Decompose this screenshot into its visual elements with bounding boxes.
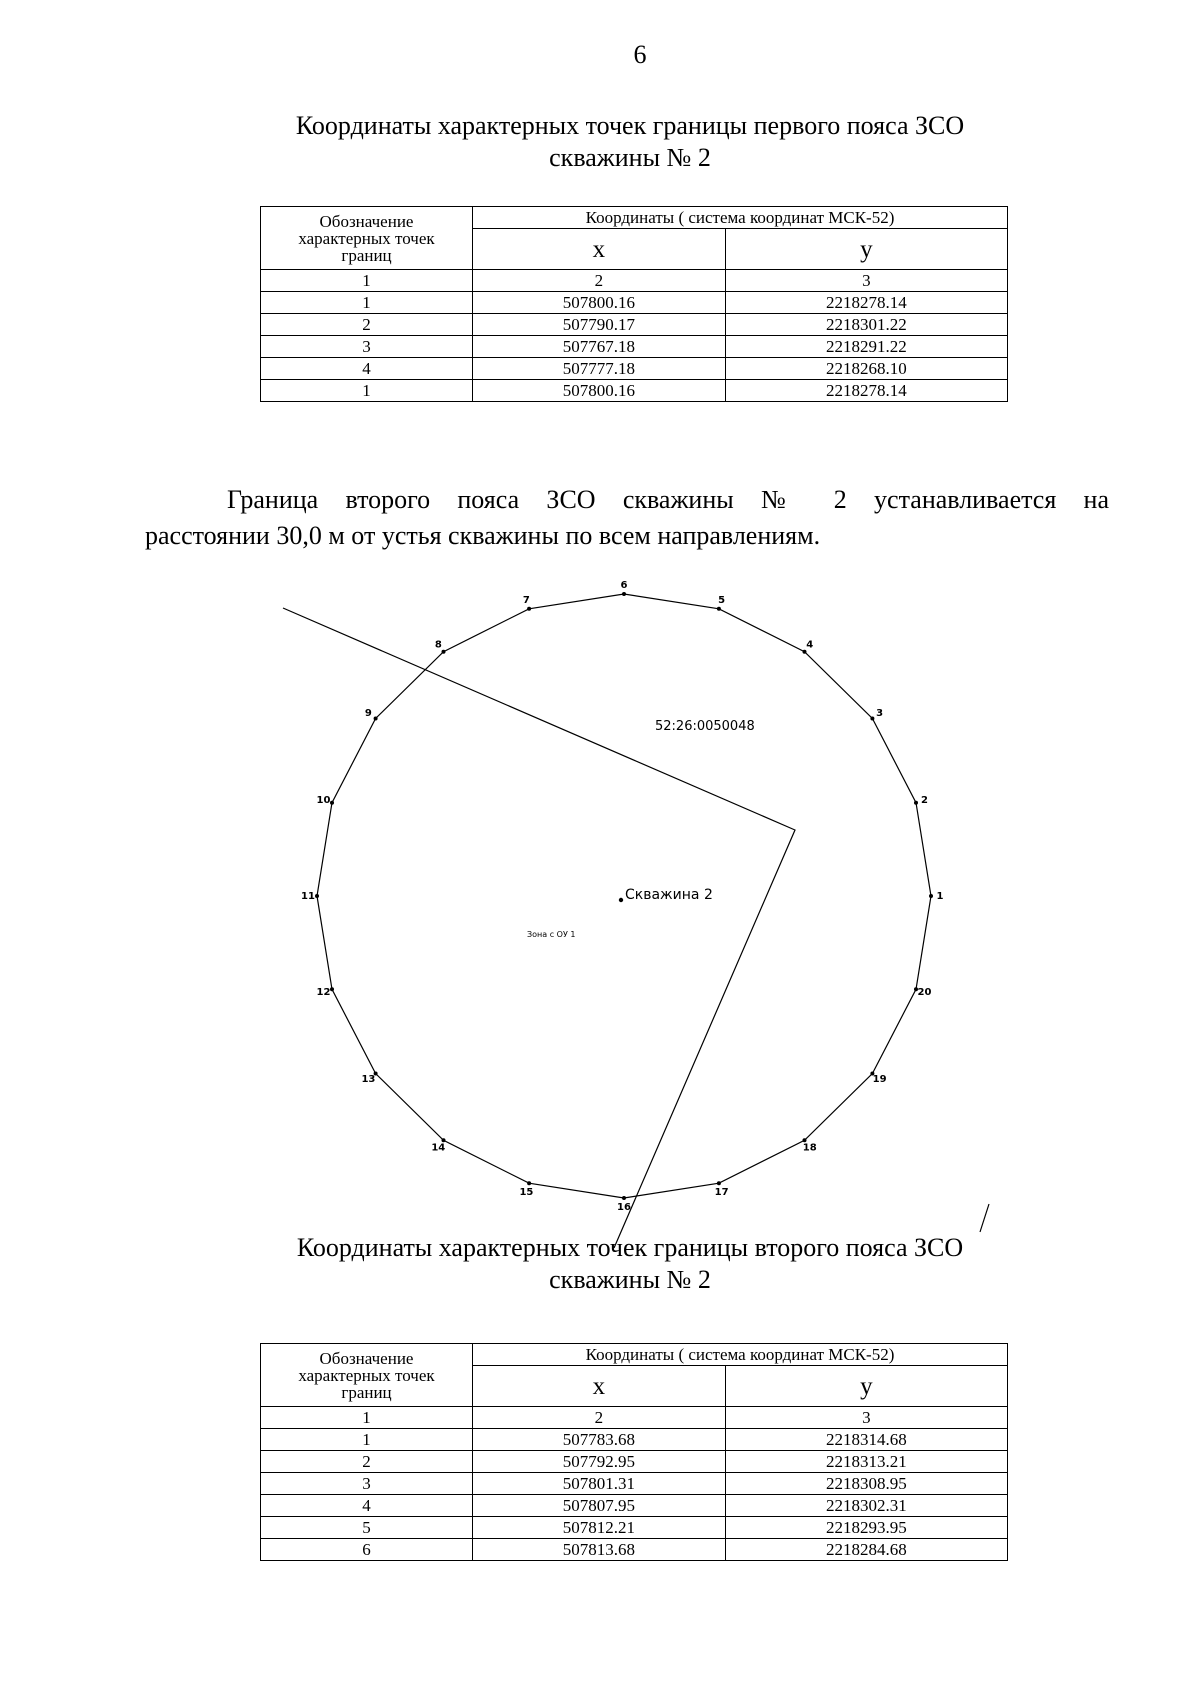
page-number: 6: [633, 40, 647, 69]
y-value: 2218314.68: [725, 1429, 1007, 1451]
boundary-point-label: 14: [431, 1142, 446, 1154]
designation-header-line3: границ: [341, 1382, 392, 1402]
boundary-point-label: 2: [921, 794, 928, 806]
point-number: 5: [261, 1517, 473, 1539]
boundary-point-label: 17: [714, 1186, 729, 1198]
first-zone-coordinates-table: [260, 206, 1008, 402]
zone-label: Зона с ОУ 1: [527, 930, 576, 939]
boundary-point-label: 6: [620, 580, 628, 591]
boundary-point-label: 5: [718, 595, 726, 607]
x-value: 507783.68: [473, 1429, 726, 1451]
x-value: 507801.31: [473, 1473, 726, 1495]
designation-header: [261, 1344, 473, 1407]
boundary-point-label: 8: [434, 639, 442, 651]
x-header: х: [473, 229, 726, 270]
column-number: 3: [725, 270, 1007, 292]
designation-header-line2: характерных точек: [298, 228, 435, 248]
boundary-vertex: [330, 987, 334, 991]
boundary-point-label: 11: [301, 891, 315, 902]
x-value: 507792.95: [473, 1451, 726, 1473]
well-label: Скважина 2: [625, 887, 713, 903]
boundary-point-label: 7: [522, 595, 530, 607]
y-value: 2218268.10: [725, 358, 1007, 380]
column-number: 3: [725, 1407, 1007, 1429]
boundary-vertex: [315, 894, 319, 898]
boundary-vertex: [330, 801, 334, 805]
coordinates-header: Координаты ( система координат МСК-52): [473, 1344, 1008, 1366]
boundary-point-label: 20: [917, 987, 932, 999]
y-value: 2218278.14: [725, 292, 1007, 314]
point-number: 1: [261, 380, 473, 402]
table2-heading-line1: Координаты характерных точек границы второго пояса ЗСО: [296, 1233, 964, 1262]
boundary-vertex: [929, 894, 933, 898]
point-number: 1: [261, 1429, 473, 1451]
y-value: 2218308.95: [725, 1473, 1007, 1495]
boundary-plan-drawing: [0, 560, 1200, 1260]
paragraph-line2: расстоянии 30,0 м от устья скважины по всем направлениям.: [145, 521, 821, 550]
boundary-vertices: [301, 580, 943, 1213]
boundary-vertex: [374, 717, 378, 721]
table2-heading-line2: скважины № 2: [549, 1265, 711, 1294]
point-number: 1: [261, 292, 473, 314]
boundary-point-label: 10: [316, 794, 331, 806]
boundary-vertex: [914, 801, 918, 805]
boundary-vertex: [442, 650, 446, 654]
point-number: 2: [261, 1451, 473, 1473]
boundary-point-label: 3: [876, 708, 884, 720]
boundary-vertex: [527, 1181, 531, 1185]
second-zone-coordinates-table: [260, 1343, 1008, 1561]
table1-heading: [240, 110, 1020, 174]
y-header: у: [725, 1366, 1007, 1407]
table-row: [261, 380, 1008, 402]
x-value: 507777.18: [473, 358, 726, 380]
column-number: 1: [261, 270, 473, 292]
x-value: 507812.21: [473, 1517, 726, 1539]
point-number: 4: [261, 358, 473, 380]
x-value: 507800.16: [473, 380, 726, 402]
y-value: 2218284.68: [725, 1539, 1007, 1561]
boundary-vertex: [622, 592, 626, 596]
y-value: 2218293.95: [725, 1517, 1007, 1539]
boundary-point-label: 9: [364, 708, 372, 720]
table1-heading-line1: Координаты характерных точек границы первого пояса ЗСО: [295, 111, 965, 140]
boundary-vertex: [527, 607, 531, 611]
well-marker: [619, 898, 623, 902]
boundary-point-label: 12: [316, 987, 331, 999]
table-row: [261, 1495, 1008, 1517]
x-value: 507813.68: [473, 1539, 726, 1561]
x-header: х: [473, 1366, 726, 1407]
x-value: 507807.95: [473, 1495, 726, 1517]
second-zone-boundary-polygon: [317, 594, 931, 1198]
x-value: 507790.17: [473, 314, 726, 336]
boundary-vertex: [870, 717, 874, 721]
table-row: [261, 1451, 1008, 1473]
y-value: 2218278.14: [725, 380, 1007, 402]
designation-header-line1: Обозначение: [319, 211, 414, 231]
table-row: [261, 1429, 1008, 1451]
column-number: 2: [473, 270, 726, 292]
point-number: 3: [261, 336, 473, 358]
designation-header: [261, 207, 473, 270]
boundary-vertex: [717, 1181, 721, 1185]
column-number: 2: [473, 1407, 726, 1429]
table-row: [261, 292, 1008, 314]
y-value: 2218313.21: [725, 1451, 1007, 1473]
table-row: [261, 314, 1008, 336]
x-value: 507767.18: [473, 336, 726, 358]
boundary-point-label: 16: [617, 1202, 631, 1213]
y-value: 2218291.22: [725, 336, 1007, 358]
column-number: 1: [261, 1407, 473, 1429]
table1-heading-line2: скважины № 2: [549, 143, 711, 172]
table-row: [261, 358, 1008, 380]
second-zone-paragraph: [145, 482, 1109, 554]
parcel-boundary-line: [283, 608, 795, 1248]
designation-header-line2: характерных точек: [298, 1365, 435, 1385]
table-row: [261, 1473, 1008, 1495]
boundary-tick-mark: [980, 1204, 989, 1232]
table-row: [261, 1539, 1008, 1561]
boundary-point-label: 19: [872, 1073, 887, 1085]
boundary-point-label: 18: [802, 1142, 817, 1154]
point-number: 2: [261, 314, 473, 336]
y-value: 2218302.31: [725, 1495, 1007, 1517]
point-number: 4: [261, 1495, 473, 1517]
point-number: 3: [261, 1473, 473, 1495]
boundary-vertex: [717, 607, 721, 611]
boundary-point-label: 15: [519, 1186, 534, 1198]
boundary-point-label: 1: [936, 891, 944, 902]
coordinates-header: Координаты ( система координат МСК-52): [473, 207, 1008, 229]
y-value: 2218301.22: [725, 314, 1007, 336]
designation-header-line3: границ: [341, 245, 392, 265]
y-header: у: [725, 229, 1007, 270]
boundary-point-label: 4: [806, 639, 814, 651]
designation-header-line1: Обозначение: [319, 1348, 414, 1368]
x-value: 507800.16: [473, 292, 726, 314]
table-row: [261, 336, 1008, 358]
table2-heading: [240, 1232, 1020, 1296]
boundary-point-label: 13: [361, 1073, 376, 1085]
table-row: [261, 1517, 1008, 1539]
cadastral-number-label: 52:26:0050048: [655, 719, 755, 734]
boundary-vertex: [622, 1196, 626, 1200]
paragraph-line1: Граница второго пояса ЗСО скважины № 2 устанавливается на: [227, 485, 1109, 514]
point-number: 6: [261, 1539, 473, 1561]
